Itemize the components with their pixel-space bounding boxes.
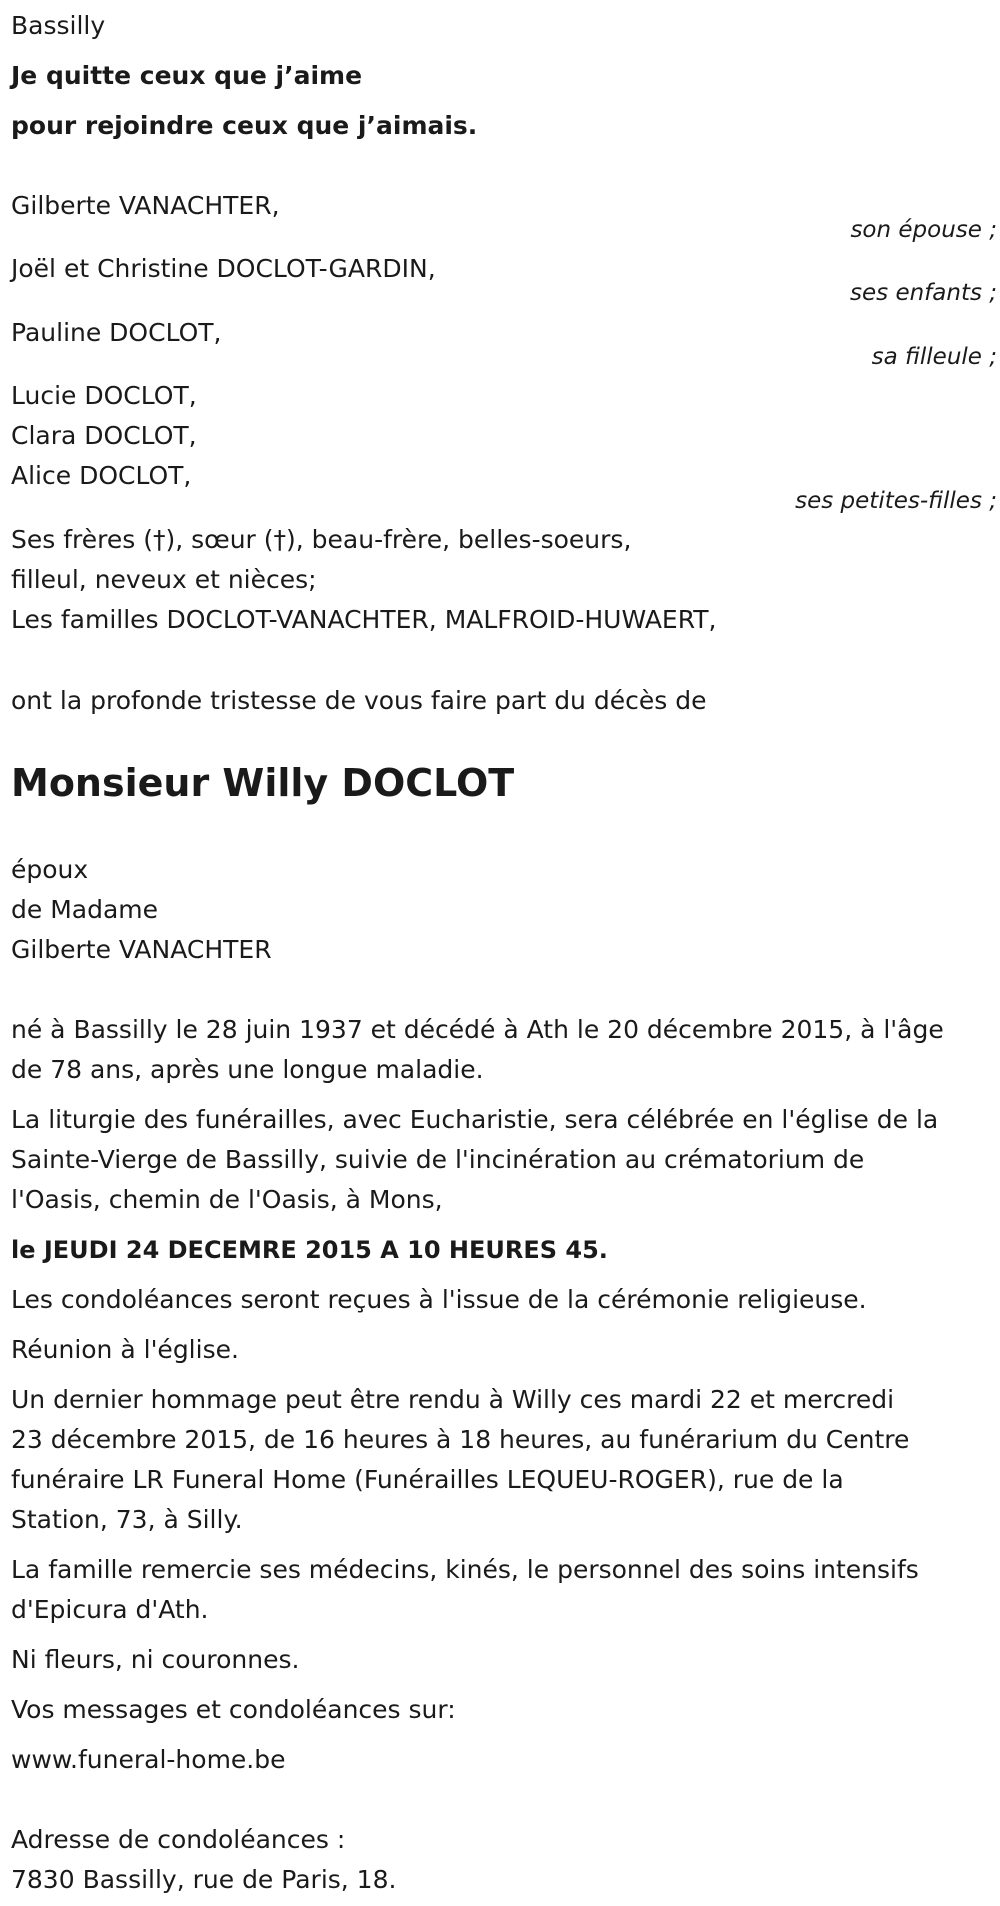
birth-death-paragraph — [11, 1010, 991, 1090]
grandchild-1: Lucie DOCLOT, — [11, 381, 197, 410]
tribute-line-1: Un dernier hommage peut être rendu à Willy ces mardi 22 et mercredi — [11, 1385, 895, 1414]
birth-line-2: de 78 ans, après une longue maladie. — [11, 1055, 484, 1084]
no-flowers-text: Ni fleurs, ni couronnes. — [11, 1645, 300, 1674]
tribute-paragraph — [11, 1380, 991, 1540]
goddaughter-name: Pauline DOCLOT, — [11, 318, 222, 347]
address-text: 7830 Bassilly, rue de Paris, 18. — [11, 1865, 397, 1894]
quote-line-1: Je quitte ceux que j’aime — [11, 61, 363, 90]
thanks-line-2: d'Epicura d'Ath. — [11, 1595, 209, 1624]
announcement-text: ont la profonde tristesse de vous faire part du décès de — [11, 686, 707, 715]
spouse-info-3: Gilberte VANACHTER — [11, 935, 272, 964]
liturgy-paragraph — [11, 1100, 991, 1220]
tribute-line-2: 23 décembre 2015, de 16 heures à 18 heures, au funérarium du Centre — [11, 1425, 910, 1454]
quote-line-2: pour rejoindre ceux que j’aimais. — [11, 111, 478, 140]
reunion-text: Réunion à l'église. — [11, 1335, 239, 1364]
thanks-line-1: La famille remercie ses médecins, kinés, le personnel des soins intensifs — [11, 1555, 919, 1584]
spouse-role: son épouse ; — [850, 217, 997, 243]
other-relatives-3: Les familles DOCLOT-VANACHTER, MALFROID-HUWAERT, — [11, 605, 717, 634]
spouse-info-2: de Madame — [11, 895, 159, 924]
messages-text: Vos messages et condoléances sur: — [11, 1695, 456, 1724]
tribute-line-3: funéraire LR Funeral Home (Funérailles LEQUEU-ROGER), rue de la — [11, 1465, 844, 1494]
thanks-paragraph — [11, 1550, 991, 1630]
obituary-notice — [11, 0, 997, 1906]
address-label: Adresse de condoléances : — [11, 1825, 346, 1854]
children-role: ses enfants ; — [850, 280, 997, 306]
town-name: Bassilly — [11, 11, 106, 40]
website-link[interactable]: www.funeral-home.be — [11, 1745, 286, 1774]
liturgy-line-3: l'Oasis, chemin de l'Oasis, à Mons, — [11, 1185, 443, 1214]
goddaughter-role: sa filleule ; — [871, 344, 997, 370]
other-relatives-2: filleul, neveux et nièces; — [11, 565, 317, 594]
tribute-line-4: Station, 73, à Silly. — [11, 1505, 243, 1534]
birth-line-1: né à Bassilly le 28 juin 1937 et décédé à Ath le 20 décembre 2015, à l'âge — [11, 1015, 944, 1044]
funeral-date-time: le JEUDI 24 DECEMRE 2015 A 10 HEURES 45. — [11, 1236, 608, 1264]
children-name: Joël et Christine DOCLOT-GARDIN, — [11, 254, 436, 283]
liturgy-line-1: La liturgie des funérailles, avec Eucharistie, sera célébrée en l'église de la — [11, 1105, 939, 1134]
grandchild-3: Alice DOCLOT, — [11, 461, 192, 490]
grandchildren-role: ses petites-filles ; — [795, 488, 997, 514]
liturgy-line-2: Sainte-Vierge de Bassilly, suivie de l'incinération au crématorium de — [11, 1145, 865, 1174]
spouse-info-1: époux — [11, 855, 89, 884]
grandchild-2: Clara DOCLOT, — [11, 421, 197, 450]
deceased-name: Monsieur Willy DOCLOT — [11, 761, 515, 805]
spouse-name: Gilberte VANACHTER, — [11, 191, 280, 220]
other-relatives-1: Ses frères (†), sœur (†), beau-frère, belles-soeurs, — [11, 525, 632, 554]
condolences-received: Les condoléances seront reçues à l'issue de la cérémonie religieuse. — [11, 1285, 867, 1314]
